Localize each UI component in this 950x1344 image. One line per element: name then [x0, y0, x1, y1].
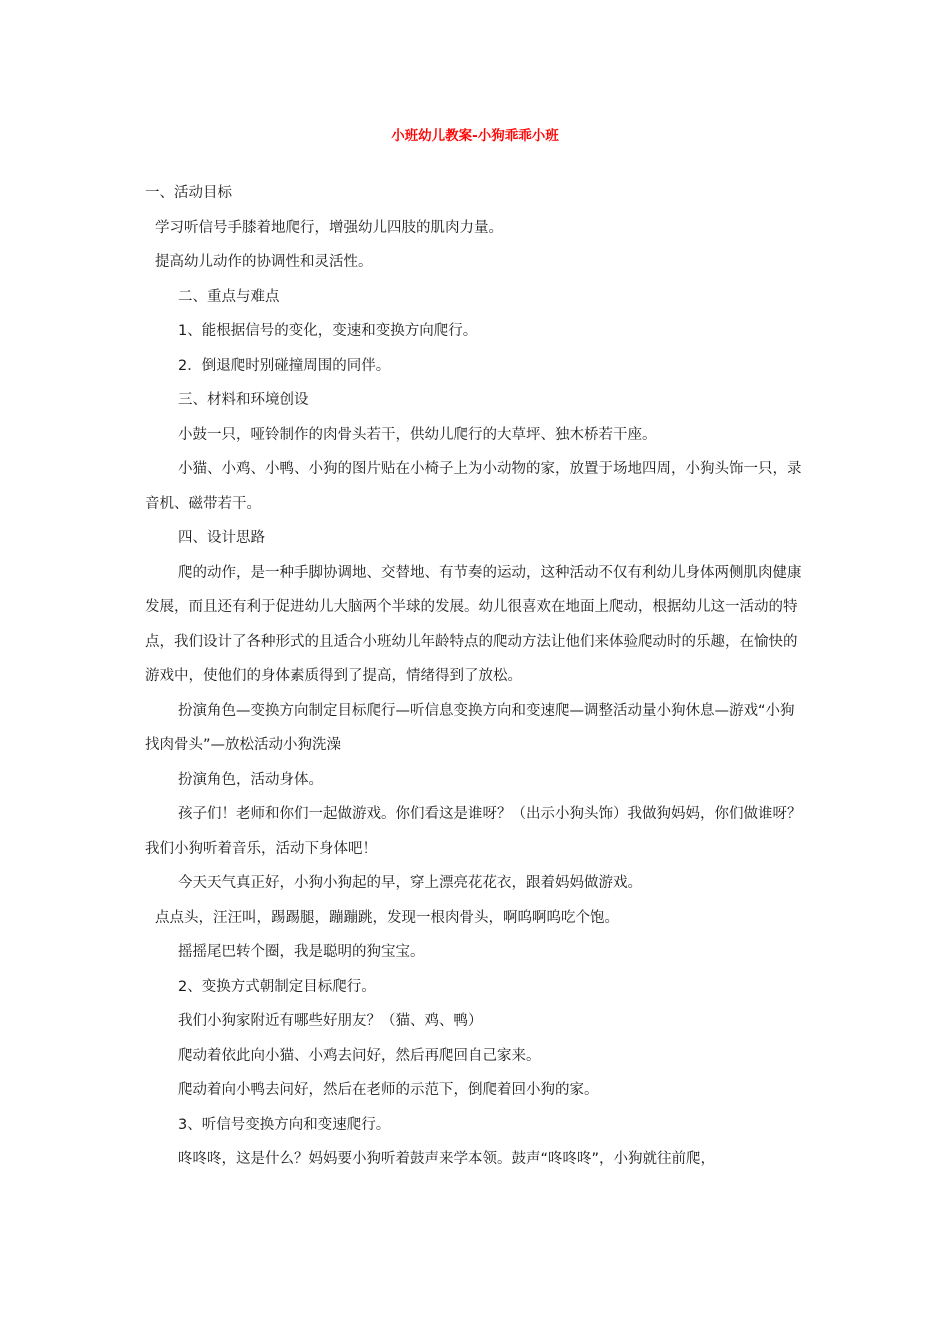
- section-heading-materials: 三、材料和环境创设: [178, 392, 309, 408]
- paragraph: 2．倒退爬时别碰撞周围的同伴。: [178, 357, 391, 374]
- paragraph: 爬的动作，是一种手脚协调地、交替地、有节奏的运动，这种活动不仅有利幼儿身体两侧肌肉健康发展，而且还有利于促进幼儿大脑两个半球的发展。幼儿很喜欢在地面上爬动，根据幼儿这一活动的特点，我们设计了各种形式的且适合小班幼儿年龄特点的爬动方法让他们来体验爬动时的乐趣，在愉快的游戏中，使他们的身体素质得到了提高，情绪得到了放松。: [145, 564, 802, 684]
- paragraph: 小鼓一只，哑铃制作的肉骨头若干，供幼儿爬行的大草坪、独木桥若干座。: [178, 426, 657, 443]
- section-heading-design: 四、设计思路: [178, 530, 265, 546]
- paragraph: 3、听信号变换方向和变速爬行。: [178, 1116, 391, 1133]
- paragraph: 学习听信号手膝着地爬行，增强幼儿四肢的肌肉力量。: [155, 219, 503, 236]
- paragraph: 咚咚咚，这是什么？妈妈要小狗听着鼓声来学本领。鼓声“咚咚咚”，小狗就往前爬，: [178, 1151, 716, 1167]
- paragraph: 扮演角色，活动身体。: [178, 771, 323, 788]
- paragraph: 小猫、小鸡、小鸭、小狗的图片贴在小椅子上为小动物的家，放置于场地四周，小狗头饰一只，录音机、磁带若干。: [145, 461, 802, 512]
- document-body: [145, 176, 807, 1177]
- paragraph: 摇摇尾巴转个圈，我是聪明的狗宝宝。: [178, 944, 425, 960]
- paragraph: 点点头，汪汪叫，踢踢腿，蹦蹦跳，发现一根肉骨头，啊呜啊呜吃个饱。: [155, 909, 619, 926]
- paragraph: 今天天气真正好，小狗小狗起的早，穿上漂亮花花衣，跟着妈妈做游戏。: [178, 875, 642, 891]
- paragraph: 爬动着依此向小猫、小鸡去问好，然后再爬回自己家来。: [178, 1047, 541, 1064]
- paragraph: 2、变换方式朝制定目标爬行。: [178, 978, 376, 995]
- paragraph: 提高幼儿动作的协调性和灵活性。: [155, 254, 373, 270]
- document-title: 小班幼儿教案-小狗乖乖小班: [391, 128, 559, 144]
- section-heading-key-points: 二、重点与难点: [178, 288, 280, 305]
- paragraph: 爬动着向小鸭去问好，然后在老师的示范下，倒爬着回小狗的家。: [178, 1082, 599, 1098]
- paragraph: 扮演角色—变换方向制定目标爬行—听信息变换方向和变速爬—调整活动量小狗休息—游戏“小狗找肉骨头”—放松活动小狗洗澡: [145, 702, 795, 753]
- section-heading-objectives: 一、活动目标: [145, 185, 232, 201]
- paragraph: 1、能根据信号的变化，变速和变换方向爬行。: [178, 323, 478, 339]
- paragraph: 我们小狗家附近有哪些好朋友？（猫、鸡、鸭）: [178, 1013, 483, 1029]
- paragraph: 孩子们！老师和你们一起做游戏。你们看这是谁呀？（出示小狗头饰）我做狗妈妈，你们做谁呀？我们小狗听着音乐，活动下身体吧！: [145, 806, 802, 857]
